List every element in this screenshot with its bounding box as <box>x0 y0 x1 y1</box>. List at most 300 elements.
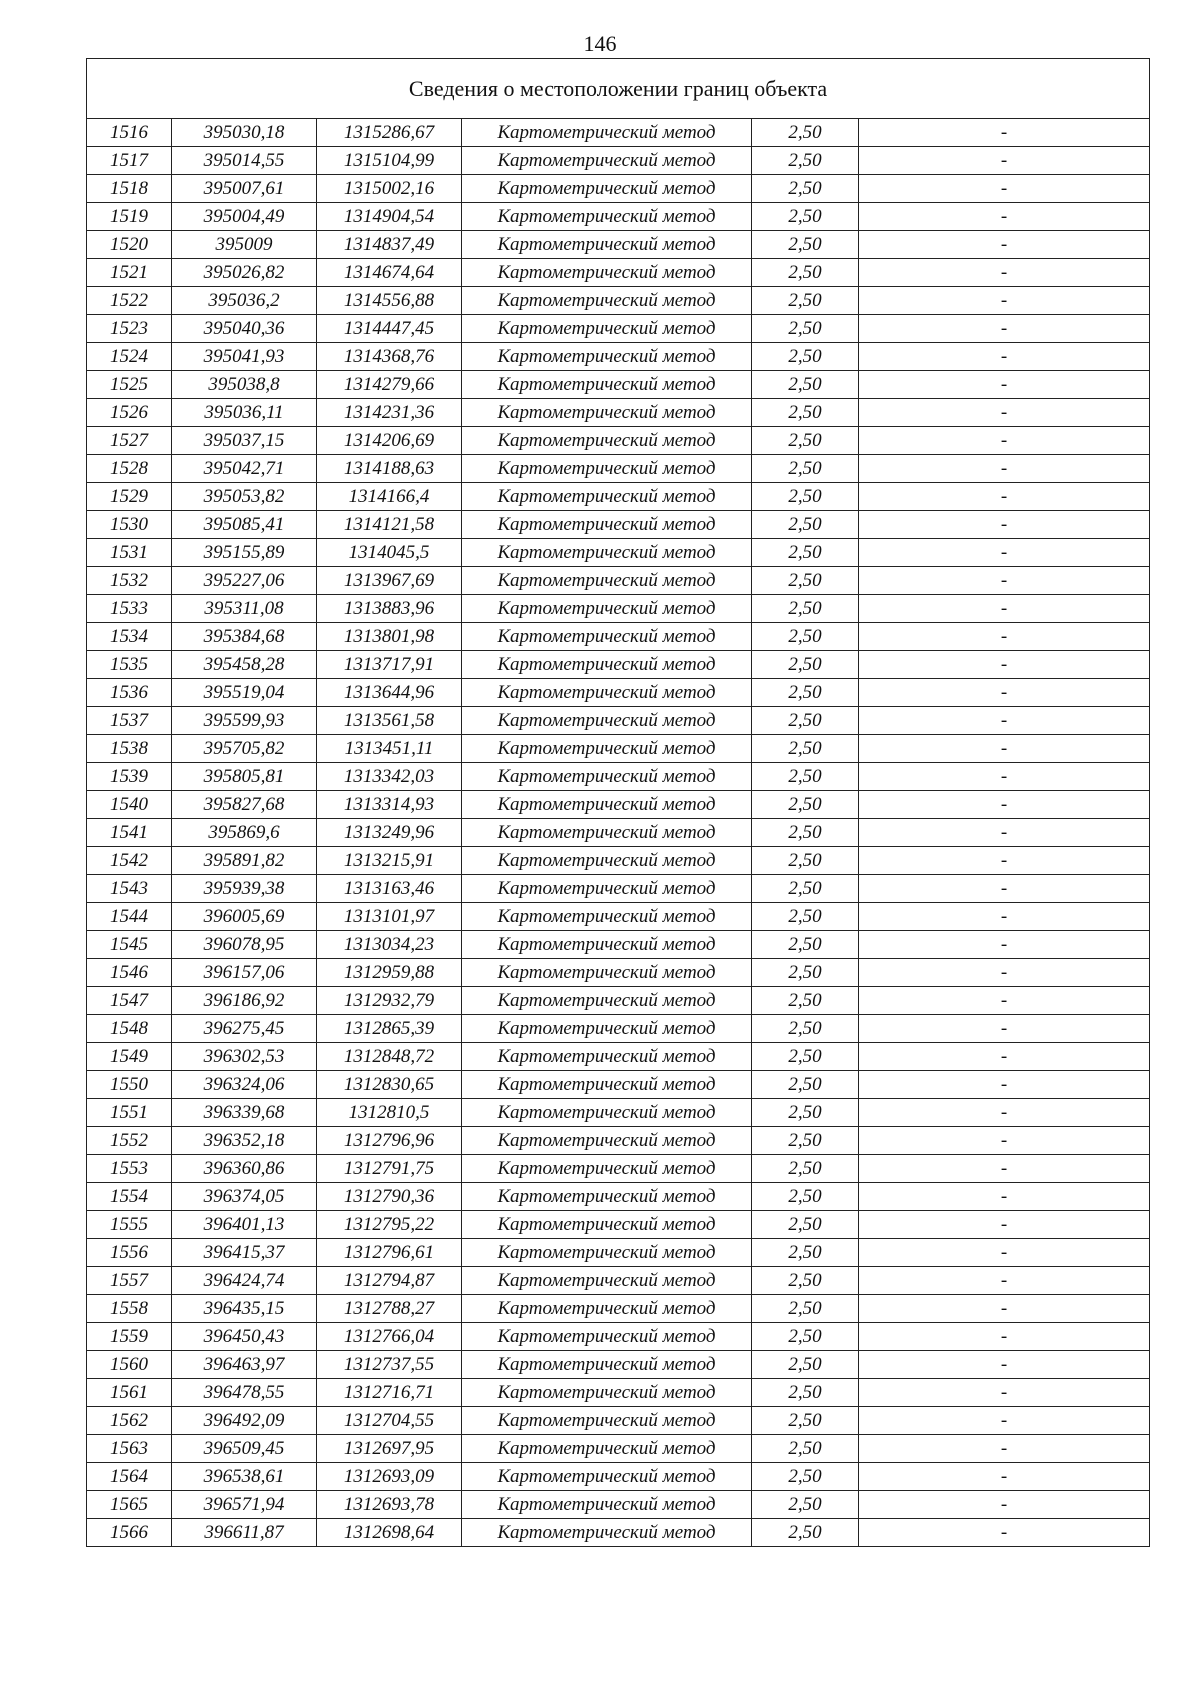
description-cell: - <box>859 1435 1150 1463</box>
method-cell: Картометрический метод <box>462 1211 752 1239</box>
point-number-cell: 1559 <box>87 1323 172 1351</box>
method-cell: Картометрический метод <box>462 1071 752 1099</box>
y-coordinate-cell: 1314045,5 <box>317 539 462 567</box>
point-number-cell: 1546 <box>87 959 172 987</box>
table-row <box>87 287 1150 315</box>
method-cell: Картометрический метод <box>462 315 752 343</box>
table-row <box>87 315 1150 343</box>
y-coordinate-cell: 1312865,39 <box>317 1015 462 1043</box>
accuracy-cell: 2,50 <box>752 1211 859 1239</box>
x-coordinate-cell: 396186,92 <box>172 987 317 1015</box>
accuracy-cell: 2,50 <box>752 539 859 567</box>
y-coordinate-cell: 1312959,88 <box>317 959 462 987</box>
accuracy-cell: 2,50 <box>752 735 859 763</box>
point-number-cell: 1519 <box>87 203 172 231</box>
point-number-cell: 1536 <box>87 679 172 707</box>
accuracy-cell: 2,50 <box>752 1267 859 1295</box>
table-row <box>87 483 1150 511</box>
description-cell: - <box>859 1519 1150 1547</box>
description-cell: - <box>859 1043 1150 1071</box>
table-row <box>87 1239 1150 1267</box>
table-row <box>87 119 1150 147</box>
y-coordinate-cell: 1314368,76 <box>317 343 462 371</box>
x-coordinate-cell: 396157,06 <box>172 959 317 987</box>
x-coordinate-cell: 395036,2 <box>172 287 317 315</box>
method-cell: Картометрический метод <box>462 1435 752 1463</box>
x-coordinate-cell: 395004,49 <box>172 203 317 231</box>
accuracy-cell: 2,50 <box>752 1127 859 1155</box>
y-coordinate-cell: 1313717,91 <box>317 651 462 679</box>
method-cell: Картометрический метод <box>462 1463 752 1491</box>
x-coordinate-cell: 395026,82 <box>172 259 317 287</box>
x-coordinate-cell: 396492,09 <box>172 1407 317 1435</box>
accuracy-cell: 2,50 <box>752 1043 859 1071</box>
description-cell: - <box>859 1351 1150 1379</box>
y-coordinate-cell: 1313883,96 <box>317 595 462 623</box>
table-row <box>87 1491 1150 1519</box>
point-number-cell: 1544 <box>87 903 172 931</box>
accuracy-cell: 2,50 <box>752 679 859 707</box>
method-cell: Картометрический метод <box>462 539 752 567</box>
boundary-coordinates-table <box>86 58 1150 1547</box>
y-coordinate-cell: 1313101,97 <box>317 903 462 931</box>
point-number-cell: 1516 <box>87 119 172 147</box>
y-coordinate-cell: 1313801,98 <box>317 623 462 651</box>
point-number-cell: 1551 <box>87 1099 172 1127</box>
table-row <box>87 903 1150 931</box>
description-cell: - <box>859 1127 1150 1155</box>
method-cell: Картометрический метод <box>462 259 752 287</box>
accuracy-cell: 2,50 <box>752 119 859 147</box>
accuracy-cell: 2,50 <box>752 1099 859 1127</box>
accuracy-cell: 2,50 <box>752 707 859 735</box>
accuracy-cell: 2,50 <box>752 371 859 399</box>
table-row <box>87 147 1150 175</box>
y-coordinate-cell: 1312693,78 <box>317 1491 462 1519</box>
accuracy-cell: 2,50 <box>752 567 859 595</box>
method-cell: Картометрический метод <box>462 287 752 315</box>
method-cell: Картометрический метод <box>462 595 752 623</box>
method-cell: Картометрический метод <box>462 511 752 539</box>
method-cell: Картометрический метод <box>462 791 752 819</box>
x-coordinate-cell: 395041,93 <box>172 343 317 371</box>
method-cell: Картометрический метод <box>462 1295 752 1323</box>
point-number-cell: 1543 <box>87 875 172 903</box>
accuracy-cell: 2,50 <box>752 903 859 931</box>
description-cell: - <box>859 1183 1150 1211</box>
x-coordinate-cell: 396571,94 <box>172 1491 317 1519</box>
method-cell: Картометрический метод <box>462 567 752 595</box>
y-coordinate-cell: 1312766,04 <box>317 1323 462 1351</box>
description-cell: - <box>859 1407 1150 1435</box>
x-coordinate-cell: 395939,38 <box>172 875 317 903</box>
x-coordinate-cell: 396339,68 <box>172 1099 317 1127</box>
table-row <box>87 819 1150 847</box>
point-number-cell: 1552 <box>87 1127 172 1155</box>
y-coordinate-cell: 1314904,54 <box>317 203 462 231</box>
accuracy-cell: 2,50 <box>752 231 859 259</box>
x-coordinate-cell: 395311,08 <box>172 595 317 623</box>
accuracy-cell: 2,50 <box>752 763 859 791</box>
table-row <box>87 567 1150 595</box>
method-cell: Картометрический метод <box>462 623 752 651</box>
table-row <box>87 875 1150 903</box>
table-row <box>87 679 1150 707</box>
method-cell: Картометрический метод <box>462 819 752 847</box>
accuracy-cell: 2,50 <box>752 455 859 483</box>
y-coordinate-cell: 1314556,88 <box>317 287 462 315</box>
x-coordinate-cell: 396538,61 <box>172 1463 317 1491</box>
y-coordinate-cell: 1312737,55 <box>317 1351 462 1379</box>
description-cell: - <box>859 1267 1150 1295</box>
table-row <box>87 1323 1150 1351</box>
table-row <box>87 763 1150 791</box>
x-coordinate-cell: 395458,28 <box>172 651 317 679</box>
point-number-cell: 1525 <box>87 371 172 399</box>
method-cell: Картометрический метод <box>462 735 752 763</box>
y-coordinate-cell: 1312697,95 <box>317 1435 462 1463</box>
accuracy-cell: 2,50 <box>752 287 859 315</box>
point-number-cell: 1560 <box>87 1351 172 1379</box>
x-coordinate-cell: 395037,15 <box>172 427 317 455</box>
point-number-cell: 1538 <box>87 735 172 763</box>
table-row <box>87 623 1150 651</box>
description-cell: - <box>859 259 1150 287</box>
point-number-cell: 1532 <box>87 567 172 595</box>
table-row <box>87 259 1150 287</box>
point-number-cell: 1548 <box>87 1015 172 1043</box>
method-cell: Картометрический метод <box>462 875 752 903</box>
method-cell: Картометрический метод <box>462 343 752 371</box>
accuracy-cell: 2,50 <box>752 1491 859 1519</box>
point-number-cell: 1527 <box>87 427 172 455</box>
accuracy-cell: 2,50 <box>752 1519 859 1547</box>
accuracy-cell: 2,50 <box>752 175 859 203</box>
point-number-cell: 1554 <box>87 1183 172 1211</box>
table-row <box>87 1211 1150 1239</box>
point-number-cell: 1563 <box>87 1435 172 1463</box>
y-coordinate-cell: 1312810,5 <box>317 1099 462 1127</box>
x-coordinate-cell: 395155,89 <box>172 539 317 567</box>
table-row <box>87 1295 1150 1323</box>
accuracy-cell: 2,50 <box>752 147 859 175</box>
method-cell: Картометрический метод <box>462 959 752 987</box>
description-cell: - <box>859 1099 1150 1127</box>
x-coordinate-cell: 396005,69 <box>172 903 317 931</box>
point-number-cell: 1553 <box>87 1155 172 1183</box>
method-cell: Картометрический метод <box>462 987 752 1015</box>
table-row <box>87 735 1150 763</box>
point-number-cell: 1520 <box>87 231 172 259</box>
y-coordinate-cell: 1312704,55 <box>317 1407 462 1435</box>
accuracy-cell: 2,50 <box>752 595 859 623</box>
y-coordinate-cell: 1313561,58 <box>317 707 462 735</box>
point-number-cell: 1535 <box>87 651 172 679</box>
table-title: Сведения о местоположении границ объекта <box>87 59 1150 119</box>
x-coordinate-cell: 395038,8 <box>172 371 317 399</box>
method-cell: Картометрический метод <box>462 1155 752 1183</box>
x-coordinate-cell: 395014,55 <box>172 147 317 175</box>
accuracy-cell: 2,50 <box>752 1015 859 1043</box>
accuracy-cell: 2,50 <box>752 1183 859 1211</box>
y-coordinate-cell: 1312830,65 <box>317 1071 462 1099</box>
table-row <box>87 371 1150 399</box>
x-coordinate-cell: 395053,82 <box>172 483 317 511</box>
y-coordinate-cell: 1315104,99 <box>317 147 462 175</box>
point-number-cell: 1528 <box>87 455 172 483</box>
table-row <box>87 651 1150 679</box>
description-cell: - <box>859 539 1150 567</box>
x-coordinate-cell: 396302,53 <box>172 1043 317 1071</box>
x-coordinate-cell: 395827,68 <box>172 791 317 819</box>
method-cell: Картометрический метод <box>462 1015 752 1043</box>
method-cell: Картометрический метод <box>462 1127 752 1155</box>
description-cell: - <box>859 931 1150 959</box>
method-cell: Картометрический метод <box>462 1519 752 1547</box>
method-cell: Картометрический метод <box>462 231 752 259</box>
table-row <box>87 175 1150 203</box>
accuracy-cell: 2,50 <box>752 1379 859 1407</box>
table-row <box>87 1267 1150 1295</box>
description-cell: - <box>859 1323 1150 1351</box>
method-cell: Картометрический метод <box>462 147 752 175</box>
accuracy-cell: 2,50 <box>752 1155 859 1183</box>
x-coordinate-cell: 395805,81 <box>172 763 317 791</box>
description-cell: - <box>859 791 1150 819</box>
y-coordinate-cell: 1313215,91 <box>317 847 462 875</box>
y-coordinate-cell: 1313034,23 <box>317 931 462 959</box>
table-row <box>87 343 1150 371</box>
method-cell: Картометрический метод <box>462 1379 752 1407</box>
method-cell: Картометрический метод <box>462 1407 752 1435</box>
point-number-cell: 1529 <box>87 483 172 511</box>
description-cell: - <box>859 847 1150 875</box>
description-cell: - <box>859 371 1150 399</box>
y-coordinate-cell: 1314121,58 <box>317 511 462 539</box>
description-cell: - <box>859 203 1150 231</box>
description-cell: - <box>859 679 1150 707</box>
point-number-cell: 1541 <box>87 819 172 847</box>
method-cell: Картометрический метод <box>462 707 752 735</box>
x-coordinate-cell: 396360,86 <box>172 1155 317 1183</box>
description-cell: - <box>859 707 1150 735</box>
description-cell: - <box>859 315 1150 343</box>
x-coordinate-cell: 396463,97 <box>172 1351 317 1379</box>
description-cell: - <box>859 595 1150 623</box>
y-coordinate-cell: 1313314,93 <box>317 791 462 819</box>
x-coordinate-cell: 396435,15 <box>172 1295 317 1323</box>
point-number-cell: 1556 <box>87 1239 172 1267</box>
point-number-cell: 1517 <box>87 147 172 175</box>
x-coordinate-cell: 396275,45 <box>172 1015 317 1043</box>
y-coordinate-cell: 1314231,36 <box>317 399 462 427</box>
table-row <box>87 1155 1150 1183</box>
method-cell: Картометрический метод <box>462 1491 752 1519</box>
accuracy-cell: 2,50 <box>752 511 859 539</box>
description-cell: - <box>859 1071 1150 1099</box>
point-number-cell: 1558 <box>87 1295 172 1323</box>
y-coordinate-cell: 1312848,72 <box>317 1043 462 1071</box>
y-coordinate-cell: 1314166,4 <box>317 483 462 511</box>
x-coordinate-cell: 395007,61 <box>172 175 317 203</box>
method-cell: Картометрический метод <box>462 371 752 399</box>
description-cell: - <box>859 903 1150 931</box>
table-row <box>87 1435 1150 1463</box>
method-cell: Картометрический метод <box>462 203 752 231</box>
table-row <box>87 1071 1150 1099</box>
x-coordinate-cell: 396374,05 <box>172 1183 317 1211</box>
description-cell: - <box>859 231 1150 259</box>
y-coordinate-cell: 1314188,63 <box>317 455 462 483</box>
accuracy-cell: 2,50 <box>752 623 859 651</box>
accuracy-cell: 2,50 <box>752 987 859 1015</box>
table-body <box>87 119 1150 1547</box>
y-coordinate-cell: 1313967,69 <box>317 567 462 595</box>
accuracy-cell: 2,50 <box>752 427 859 455</box>
table-row <box>87 791 1150 819</box>
description-cell: - <box>859 1239 1150 1267</box>
method-cell: Картометрический метод <box>462 1043 752 1071</box>
y-coordinate-cell: 1314837,49 <box>317 231 462 259</box>
accuracy-cell: 2,50 <box>752 1435 859 1463</box>
page-number: 146 <box>583 31 617 56</box>
description-cell: - <box>859 567 1150 595</box>
x-coordinate-cell: 395891,82 <box>172 847 317 875</box>
description-cell: - <box>859 455 1150 483</box>
accuracy-cell: 2,50 <box>752 315 859 343</box>
method-cell: Картометрический метод <box>462 763 752 791</box>
method-cell: Картометрический метод <box>462 427 752 455</box>
method-cell: Картометрический метод <box>462 1323 752 1351</box>
table-row <box>87 1183 1150 1211</box>
point-number-cell: 1537 <box>87 707 172 735</box>
description-cell: - <box>859 119 1150 147</box>
table-row <box>87 1043 1150 1071</box>
description-cell: - <box>859 287 1150 315</box>
y-coordinate-cell: 1312794,87 <box>317 1267 462 1295</box>
y-coordinate-cell: 1313342,03 <box>317 763 462 791</box>
x-coordinate-cell: 395040,36 <box>172 315 317 343</box>
accuracy-cell: 2,50 <box>752 931 859 959</box>
accuracy-cell: 2,50 <box>752 1407 859 1435</box>
point-number-cell: 1521 <box>87 259 172 287</box>
description-cell: - <box>859 1491 1150 1519</box>
method-cell: Картометрический метод <box>462 1351 752 1379</box>
y-coordinate-cell: 1312698,64 <box>317 1519 462 1547</box>
y-coordinate-cell: 1314206,69 <box>317 427 462 455</box>
point-number-cell: 1533 <box>87 595 172 623</box>
accuracy-cell: 2,50 <box>752 1295 859 1323</box>
x-coordinate-cell: 395030,18 <box>172 119 317 147</box>
accuracy-cell: 2,50 <box>752 399 859 427</box>
point-number-cell: 1531 <box>87 539 172 567</box>
y-coordinate-cell: 1312795,22 <box>317 1211 462 1239</box>
description-cell: - <box>859 875 1150 903</box>
accuracy-cell: 2,50 <box>752 343 859 371</box>
description-cell: - <box>859 1015 1150 1043</box>
method-cell: Картометрический метод <box>462 1099 752 1127</box>
point-number-cell: 1534 <box>87 623 172 651</box>
description-cell: - <box>859 1155 1150 1183</box>
x-coordinate-cell: 395009 <box>172 231 317 259</box>
method-cell: Картометрический метод <box>462 1267 752 1295</box>
accuracy-cell: 2,50 <box>752 483 859 511</box>
x-coordinate-cell: 396324,06 <box>172 1071 317 1099</box>
point-number-cell: 1561 <box>87 1379 172 1407</box>
method-cell: Картометрический метод <box>462 931 752 959</box>
y-coordinate-cell: 1314279,66 <box>317 371 462 399</box>
y-coordinate-cell: 1312796,61 <box>317 1239 462 1267</box>
description-cell: - <box>859 959 1150 987</box>
description-cell: - <box>859 651 1150 679</box>
table-row <box>87 1519 1150 1547</box>
point-number-cell: 1542 <box>87 847 172 875</box>
accuracy-cell: 2,50 <box>752 1463 859 1491</box>
table-row <box>87 539 1150 567</box>
point-number-cell: 1530 <box>87 511 172 539</box>
x-coordinate-cell: 396424,74 <box>172 1267 317 1295</box>
point-number-cell: 1545 <box>87 931 172 959</box>
description-cell: - <box>859 511 1150 539</box>
point-number-cell: 1549 <box>87 1043 172 1071</box>
description-cell: - <box>859 819 1150 847</box>
description-cell: - <box>859 623 1150 651</box>
accuracy-cell: 2,50 <box>752 1071 859 1099</box>
method-cell: Картометрический метод <box>462 903 752 931</box>
y-coordinate-cell: 1312796,96 <box>317 1127 462 1155</box>
x-coordinate-cell: 396415,37 <box>172 1239 317 1267</box>
x-coordinate-cell: 396450,43 <box>172 1323 317 1351</box>
accuracy-cell: 2,50 <box>752 203 859 231</box>
accuracy-cell: 2,50 <box>752 959 859 987</box>
table-row <box>87 1127 1150 1155</box>
method-cell: Картометрический метод <box>462 483 752 511</box>
method-cell: Картометрический метод <box>462 1183 752 1211</box>
table-row <box>87 511 1150 539</box>
table-row <box>87 203 1150 231</box>
method-cell: Картометрический метод <box>462 651 752 679</box>
table-row <box>87 959 1150 987</box>
table-row <box>87 455 1150 483</box>
description-cell: - <box>859 1295 1150 1323</box>
x-coordinate-cell: 396478,55 <box>172 1379 317 1407</box>
x-coordinate-cell: 396352,18 <box>172 1127 317 1155</box>
table-row <box>87 427 1150 455</box>
description-cell: - <box>859 1463 1150 1491</box>
y-coordinate-cell: 1312716,71 <box>317 1379 462 1407</box>
point-number-cell: 1562 <box>87 1407 172 1435</box>
table-row <box>87 847 1150 875</box>
x-coordinate-cell: 395705,82 <box>172 735 317 763</box>
point-number-cell: 1522 <box>87 287 172 315</box>
x-coordinate-cell: 395869,6 <box>172 819 317 847</box>
point-number-cell: 1523 <box>87 315 172 343</box>
x-coordinate-cell: 396078,95 <box>172 931 317 959</box>
x-coordinate-cell: 395519,04 <box>172 679 317 707</box>
x-coordinate-cell: 395227,06 <box>172 567 317 595</box>
accuracy-cell: 2,50 <box>752 791 859 819</box>
point-number-cell: 1539 <box>87 763 172 791</box>
description-cell: - <box>859 175 1150 203</box>
x-coordinate-cell: 395599,93 <box>172 707 317 735</box>
accuracy-cell: 2,50 <box>752 1323 859 1351</box>
accuracy-cell: 2,50 <box>752 1351 859 1379</box>
accuracy-cell: 2,50 <box>752 875 859 903</box>
table-row <box>87 1379 1150 1407</box>
table-row <box>87 595 1150 623</box>
point-number-cell: 1540 <box>87 791 172 819</box>
point-number-cell: 1524 <box>87 343 172 371</box>
